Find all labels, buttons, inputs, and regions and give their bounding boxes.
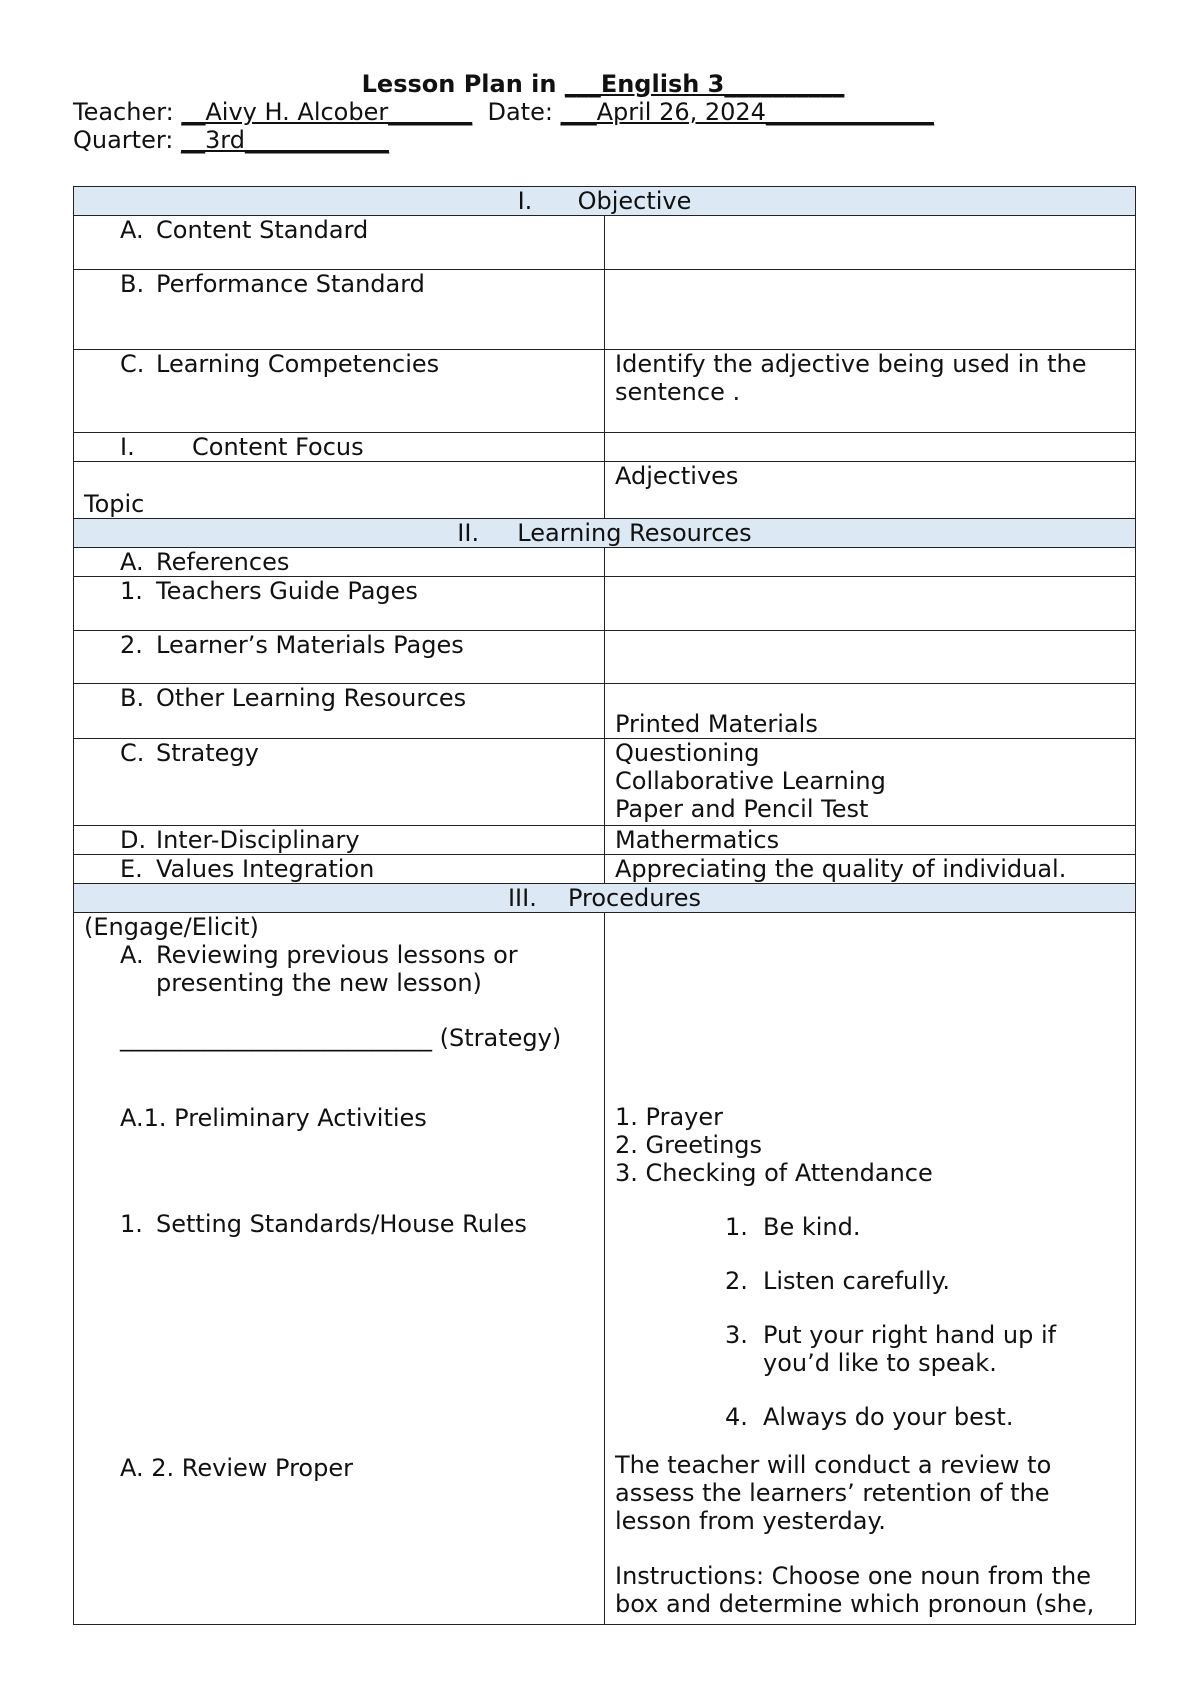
learning-competencies-value: Identify the adjective being used in the sentence . xyxy=(605,350,1136,433)
section-header-resources xyxy=(74,519,1136,548)
label-cell: B. Other Learning Resources xyxy=(74,684,605,739)
strategy-item: Questioning xyxy=(615,739,760,767)
engage-label: (Engage/Elicit) xyxy=(84,913,259,941)
references-label: References xyxy=(156,548,290,576)
preliminary-item: 3. Checking of Attendance xyxy=(615,1159,933,1187)
document-header xyxy=(73,70,1133,154)
label-cell: A. References xyxy=(74,548,605,577)
preliminary-item: 1. Prayer xyxy=(615,1103,723,1131)
values-integration-value: Appreciating the quality of individual. xyxy=(605,855,1136,884)
strategy-item: Paper and Pencil Test xyxy=(615,795,869,823)
review-marker: A. xyxy=(120,941,144,969)
section-header-procedures xyxy=(74,884,1136,913)
content-focus-value xyxy=(605,433,1136,462)
strategy-blank: __________________________ xyxy=(120,1024,432,1052)
quarter-line xyxy=(73,126,1133,154)
inter-disciplinary-value: Mathermatics xyxy=(605,826,1136,855)
setting-standards-item xyxy=(84,1210,594,1238)
content-focus-label: Content Focus xyxy=(192,433,364,461)
section-title: Learning Resources xyxy=(517,519,752,547)
review-proper-text: The teacher will conduct a review to assess the learners’ retention of the lesson from yesterday. xyxy=(615,1451,1052,1535)
instructions-text: Instructions: Choose one noun from the box and determine which pronoun (she, xyxy=(615,1562,1095,1618)
row-topic xyxy=(74,462,1136,519)
title-prefix: Lesson Plan in xyxy=(361,70,565,98)
label-cell: I. Content Focus xyxy=(74,433,605,462)
label-cell: B. Performance Standard xyxy=(74,270,605,350)
standards-marker: 1. xyxy=(120,1210,143,1238)
strategy-blank-line xyxy=(84,1024,594,1052)
strategy-blank-label: (Strategy) xyxy=(432,1024,562,1052)
section-title: Objective xyxy=(577,187,692,215)
row-strategy xyxy=(74,739,1136,826)
row-learning-competencies xyxy=(74,350,1136,433)
strategy-values xyxy=(605,739,1136,826)
row-performance-standard xyxy=(74,270,1136,350)
label-cell: A. Content Standard xyxy=(74,216,605,270)
row-references xyxy=(74,548,1136,577)
section-title: Procedures xyxy=(567,884,702,912)
learning-competencies-label: Learning Competencies xyxy=(156,350,440,378)
standards-label: Setting Standards/House Rules xyxy=(156,1210,527,1238)
house-rule: 4. Always do your best. xyxy=(725,1403,1014,1431)
label-cell: 2. Learner’s Materials Pages xyxy=(74,631,605,684)
preliminary-activities-label: A.1. Preliminary Activities xyxy=(120,1104,427,1132)
content-standard-value xyxy=(605,216,1136,270)
teacher-date-line xyxy=(73,98,1133,126)
lesson-plan-table xyxy=(73,186,1136,1625)
review-item xyxy=(84,941,594,997)
label-cell: C. Strategy xyxy=(74,739,605,826)
performance-standard-value xyxy=(605,270,1136,350)
other-resources-value: Printed Materials xyxy=(605,684,1136,739)
row-content-focus xyxy=(74,433,1136,462)
label-cell: 1. Teachers Guide Pages xyxy=(74,577,605,631)
performance-standard-label: Performance Standard xyxy=(156,270,425,298)
row-content-standard xyxy=(74,216,1136,270)
topic-label: Topic xyxy=(74,462,605,519)
lesson-title xyxy=(73,70,1133,98)
section-header-objective xyxy=(74,187,1136,216)
teacher-value: __Aivy H. Alcober_______ xyxy=(181,98,473,126)
procedures-right-cell xyxy=(605,913,1136,1625)
learners-materials-label: Learner’s Materials Pages xyxy=(156,631,464,659)
inter-disciplinary-label: Inter-Disciplinary xyxy=(156,826,360,854)
row-inter-disciplinary xyxy=(74,826,1136,855)
house-rule: 3. Put your right hand up if you’d like to speak. xyxy=(725,1321,1057,1377)
review-text: Reviewing previous lessons or presenting the new lesson) xyxy=(156,941,518,997)
teacher-label: Teacher: xyxy=(73,98,182,126)
teachers-guide-value xyxy=(605,577,1136,631)
quarter-value: __3rd____________ xyxy=(181,126,389,154)
other-resources-label: Other Learning Resources xyxy=(156,684,467,712)
row-learners-materials xyxy=(74,631,1136,684)
section-number: II. xyxy=(457,519,480,547)
topic-value: Adjectives xyxy=(605,462,1136,519)
label-cell: C. Learning Competencies xyxy=(74,350,605,433)
teachers-guide-label: Teachers Guide Pages xyxy=(156,577,418,605)
label-cell: D. Inter-Disciplinary xyxy=(74,826,605,855)
preliminary-item: 2. Greetings xyxy=(615,1131,763,1159)
strategy-item: Collaborative Learning xyxy=(615,767,886,795)
values-integration-label: Values Integration xyxy=(156,855,375,883)
quarter-label: Quarter: xyxy=(73,126,182,154)
review-proper-label: A. 2. Review Proper xyxy=(120,1454,353,1482)
strategy-label: Strategy xyxy=(156,739,259,767)
house-rule: 1. Be kind. xyxy=(725,1213,861,1241)
procedures-left-cell xyxy=(74,913,605,1625)
date-value: ___April 26, 2024______________ xyxy=(560,98,934,126)
row-other-resources xyxy=(74,684,1136,739)
row-values-integration xyxy=(74,855,1136,884)
references-value xyxy=(605,548,1136,577)
section-row-resources xyxy=(74,519,1136,548)
section-row-objective xyxy=(74,187,1136,216)
section-number: I. xyxy=(517,187,533,215)
section-number: III. xyxy=(507,884,537,912)
learners-materials-value xyxy=(605,631,1136,684)
section-row-procedures xyxy=(74,884,1136,913)
house-rule: 2. Listen carefully. xyxy=(725,1267,950,1295)
date-label: Date: xyxy=(472,98,561,126)
label-cell: E. Values Integration xyxy=(74,855,605,884)
content-standard-label: Content Standard xyxy=(156,216,369,244)
house-rules-list xyxy=(615,1213,1125,1431)
title-subject: ___English 3__________ xyxy=(564,70,845,98)
row-procedures-body xyxy=(74,913,1136,1625)
row-teachers-guide xyxy=(74,577,1136,631)
